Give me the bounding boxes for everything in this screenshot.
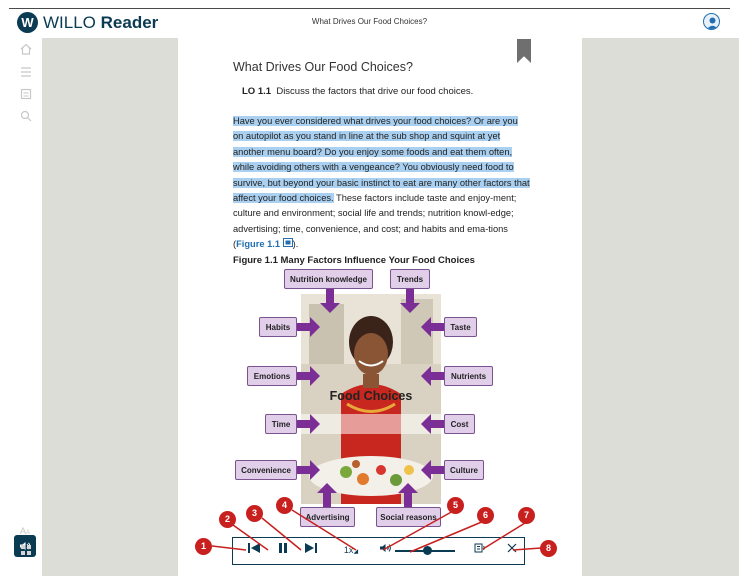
lo-text: Discuss the factors that drive our food choices. [276,86,474,97]
callout-4: 4 [276,497,293,514]
speed-dropdown-icon: ◢ [353,549,359,555]
factor-emotions: Emotions [247,366,297,386]
playback-speed-value: 1x [343,545,354,555]
willo-logo-icon: W [17,12,38,33]
factor-nutrition-knowledge: Nutrition knowledge [284,269,373,289]
callout-7: 7 [518,507,535,524]
callout-3: 3 [246,505,263,522]
app-name-light: WILLO [43,13,96,32]
factor-social-reasons: Social reasons [376,507,441,527]
body-text-end: ). [292,239,299,250]
factor-cost: Cost [444,414,475,434]
svg-text:A: A [26,530,31,536]
factor-habits: Habits [259,317,297,337]
figure-link[interactable]: Figure 1.1 [236,239,293,249]
factor-time: Time [265,414,297,434]
food-choices-label: Food Choices [329,389,413,403]
callout-1: 1 [195,538,212,555]
app-name-bold: Reader [100,13,159,32]
svg-text:A: A [20,526,27,536]
figure-title: Figure 1.1 Many Factors Influence Your Food Choices [233,255,475,266]
factor-convenience: Convenience [235,460,297,480]
callout-8: 8 [540,540,557,557]
highlighted-text[interactable]: Have you ever considered what drives your food choices? Or are you on autopilot as you stand in line at the sub shop and squint at yet another menu board? Do you enjoy some foods and eat them often, while avoiding others with a vengeance? You obviously need food to survive, but beyond your basic instinct to eat are many other factors that affect your food choices. [233,116,530,204]
callout-2: 2 [219,511,236,528]
factor-trends: Trends [390,269,430,289]
factor-advertising: Advertising [300,507,355,527]
document-title: What Drives Our Food Choices? [311,17,428,26]
callout-5: 5 [447,497,464,514]
body-text: These factors include taste and enjoy-ment; culture and environment; social life and trends; nutrition knowl-edge; advertising; time, convenience, and cost; and habits and ema-tions ( [233,193,517,250]
factor-culture: Culture [444,460,484,480]
section-heading: What Drives Our Food Choices? [233,60,413,74]
factor-taste: Taste [444,317,477,337]
callout-6: 6 [477,507,494,524]
lo-label: LO 1.1 [242,86,272,97]
factor-nutrients: Nutrients [444,366,493,386]
